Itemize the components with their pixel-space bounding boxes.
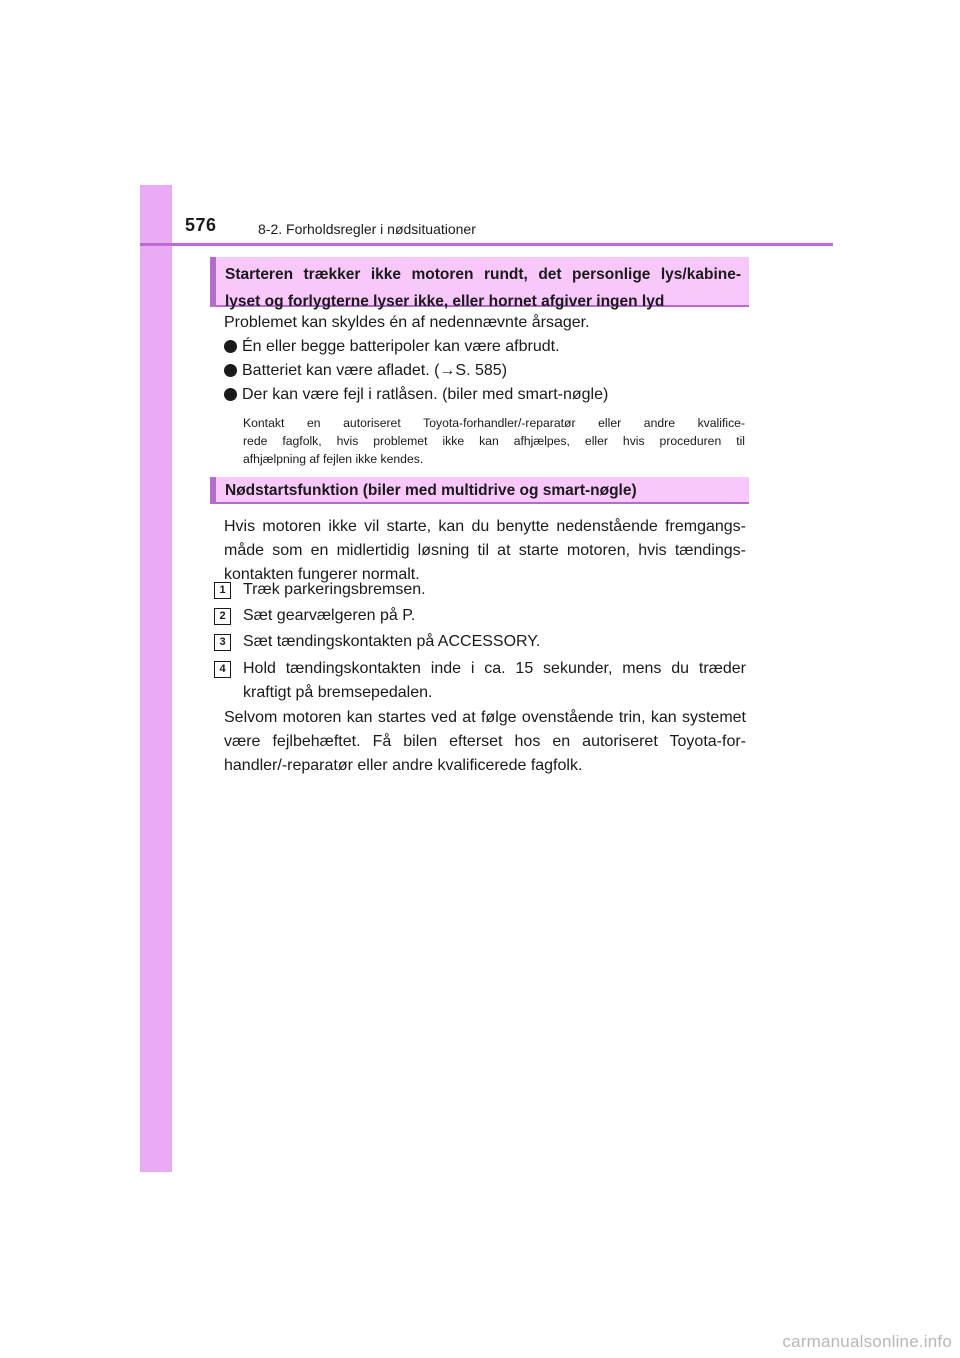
- step-text: Træk parkeringsbremsen.: [243, 581, 426, 598]
- paragraph-line: handler/-reparatør eller andre kvalificerede fagfolk.: [224, 757, 583, 774]
- paragraph-line: måde som en midlertidig løsning til at starte motoren, hvis tændings-: [224, 542, 746, 559]
- step-number: 1: [214, 582, 231, 599]
- header-rule: [140, 243, 833, 246]
- step-number: 3: [214, 634, 231, 651]
- bullet-dot-icon: [224, 388, 237, 401]
- section-heading-starter: [210, 257, 749, 310]
- closing-paragraph: [224, 706, 746, 778]
- heading-text: Nødstartsfunktion (biler med multidrive og smart-nøgle): [225, 482, 637, 499]
- step-text-multiline: [243, 657, 746, 705]
- note-text: [243, 414, 745, 468]
- heading-line: lyset og forlygterne lyser ikke, eller hornet afgiver ingen lyd: [225, 293, 665, 310]
- bullet-dot-icon: [224, 364, 237, 377]
- step-line: kraftigt på bremsepedalen.: [243, 684, 433, 701]
- note-line: afhjælpning af fejlen ikke kendes.: [243, 452, 424, 466]
- bullet-text: Der kan være fejl i ratlåsen. (biler med smart-nøgle): [242, 386, 609, 403]
- note-line: Kontakt en autoriseret Toyota-forhandler/-reparatør eller andre kvalifice-: [243, 416, 745, 430]
- intro-text: Problemet kan skyldes én af nedennævnte årsager.: [224, 314, 590, 331]
- intro-paragraph: [224, 515, 746, 587]
- heading-line: Starteren trækker ikke motoren rundt, det personlige lys/kabine-: [225, 266, 741, 283]
- watermark: carmanualsonline.info: [782, 1332, 952, 1351]
- step-text: Sæt tændingskontakten på ACCESSORY.: [243, 633, 541, 650]
- paragraph-line: være fejlbehæftet. Få bilen efterset hos en autoriseret Toyota-for-: [224, 733, 746, 750]
- section-title: 8-2. Forholdsregler i nødsituationer: [258, 221, 476, 237]
- step-number: 2: [214, 608, 231, 625]
- paragraph-line: Selvom motoren kan startes ved at følge ovenstående trin, kan systemet: [224, 709, 746, 726]
- step-text: Sæt gearvælgeren på P.: [243, 607, 416, 624]
- paragraph-line: Hvis motoren ikke vil starte, kan du benytte nedenstående fremgangs-: [224, 518, 746, 535]
- paragraph-line: kontakten fungerer normalt.: [224, 566, 420, 583]
- step-number: 4: [214, 661, 231, 678]
- step-line: Hold tændingskontakten inde i ca. 15 sekunder, mens du træder: [243, 660, 746, 677]
- section-heading-emergency-start: [210, 477, 749, 504]
- bullet-text: Én eller begge batteripoler kan være afbrudt.: [242, 338, 560, 355]
- note-line: rede fagfolk, hvis problemet ikke kan afhjælpes, eller hvis proceduren til: [243, 434, 745, 448]
- bullet-text: Batteriet kan være afladet. (→S. 585): [242, 362, 508, 379]
- bullet-dot-icon: [224, 340, 237, 353]
- page-number: 576: [185, 215, 217, 235]
- chapter-side-tab: [140, 185, 172, 1172]
